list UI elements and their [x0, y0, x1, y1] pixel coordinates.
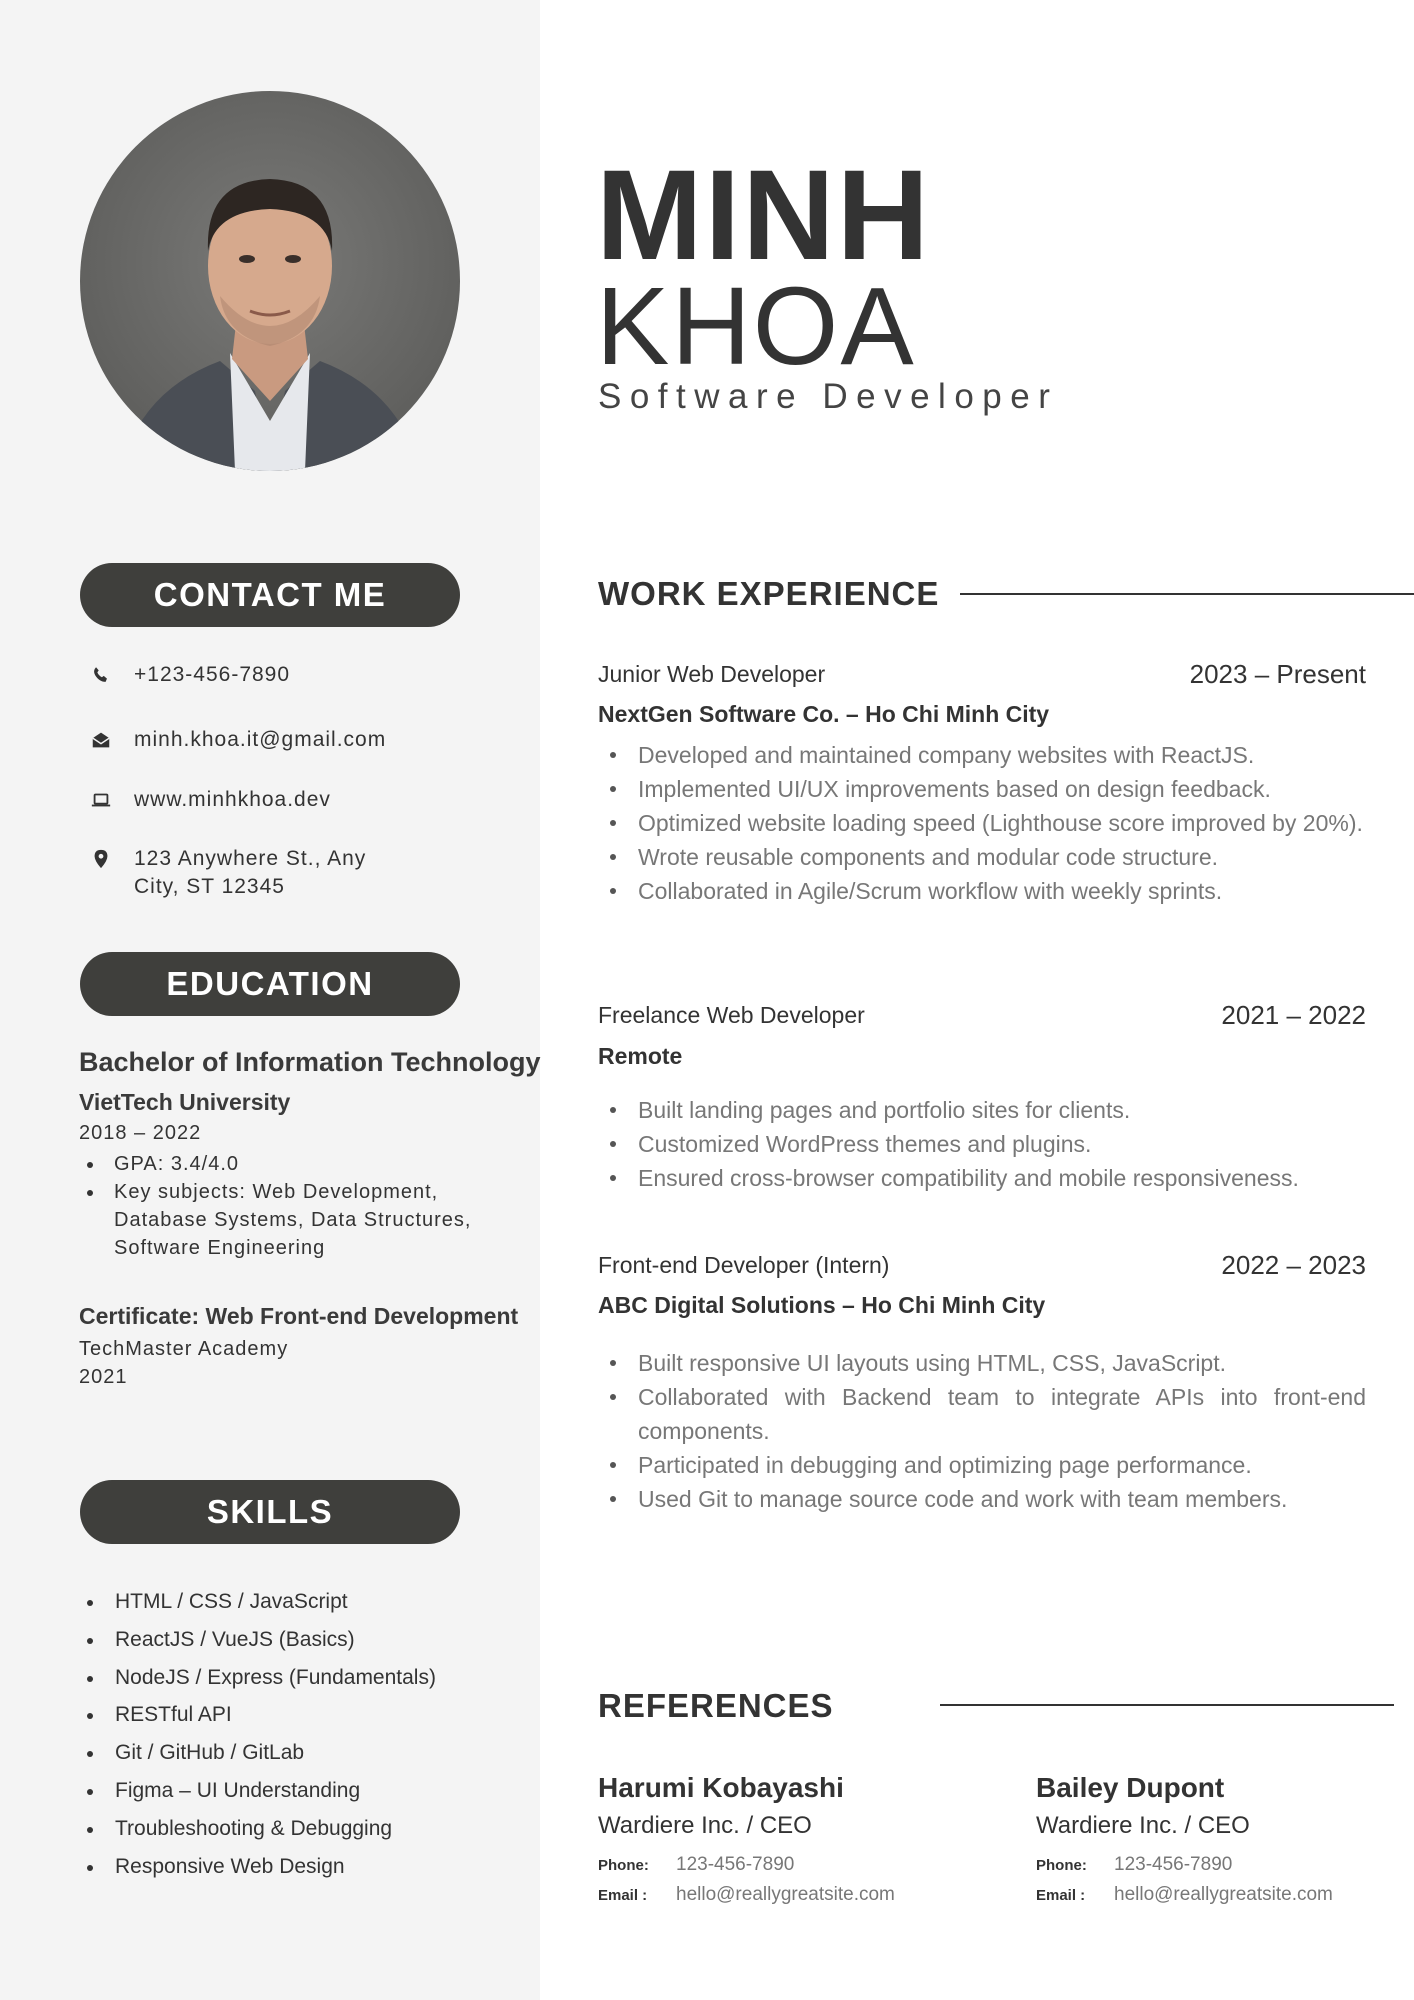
certificate-title: Certificate: Web Front-end Development — [79, 1303, 519, 1329]
references-header: REFERENCES — [598, 1687, 834, 1724]
divider-line — [940, 1704, 1394, 1706]
reference-name: Bailey Dupont — [1036, 1772, 1225, 1803]
phone-label: Phone: — [1036, 1857, 1087, 1874]
job-dates: 2022 – 2023 — [1221, 1250, 1366, 1280]
contact-header: CONTACT ME — [80, 563, 460, 627]
list-item: Built responsive UI layouts using HTML, CSS, JavaScript. — [598, 1346, 1366, 1380]
first-name: MINH — [596, 144, 932, 287]
reference-email: hello@reallygreatsite.com — [676, 1884, 895, 1905]
job-dates: 2021 – 2022 — [1221, 1000, 1366, 1030]
job-role: Front-end Developer (Intern) — [598, 1252, 890, 1278]
certificate-year: 2021 — [79, 1366, 128, 1388]
list-item: Implemented UI/UX improvements based on design feedback. — [598, 772, 1366, 806]
contact-website — [88, 786, 331, 814]
address-text: 123 Anywhere St., Any City, ST 12345 — [134, 847, 367, 898]
education-years: 2018 – 2022 — [79, 1122, 202, 1144]
skills-header: SKILLS — [80, 1480, 460, 1544]
location-pin-icon — [88, 846, 114, 872]
list-item: Developed and maintained company websites with ReactJS. — [598, 738, 1366, 772]
last-name: KHOA — [596, 265, 916, 388]
job-company: NextGen Software Co. – Ho Chi Minh City — [598, 701, 1050, 727]
job-bullets — [598, 738, 1366, 908]
education-school: VietTech University — [79, 1089, 291, 1115]
list-item: Optimized website loading speed (Lighthouse score improved by 20%). — [598, 806, 1366, 840]
skills-list — [79, 1588, 436, 1890]
list-item: Wrote reusable components and modular code structure. — [598, 840, 1366, 874]
reference-email: hello@reallygreatsite.com — [1114, 1884, 1333, 1905]
list-item: Participated in debugging and optimizing page performance. — [598, 1448, 1366, 1482]
reference-org: Wardiere Inc. / CEO — [598, 1812, 812, 1839]
skill-item: ReactJS / VueJS (Basics) — [79, 1626, 436, 1664]
list-item: Ensured cross-browser compatibility and mobile responsiveness. — [598, 1161, 1366, 1195]
skill-item: NodeJS / Express (Fundamentals) — [79, 1664, 436, 1702]
reference-card — [1036, 1772, 1414, 1906]
job-company: ABC Digital Solutions – Ho Chi Minh City — [598, 1292, 1046, 1318]
reference-org: Wardiere Inc. / CEO — [1036, 1812, 1250, 1839]
work-experience-header: WORK EXPERIENCE — [598, 575, 940, 612]
divider-line — [960, 593, 1414, 595]
list-item: Used Git to manage source code and work with team members. — [598, 1482, 1366, 1516]
education-details — [79, 1150, 499, 1262]
list-item: Collaborated in Agile/Scrum workflow with weekly sprints. — [598, 874, 1366, 908]
email-label: Email : — [598, 1887, 648, 1904]
profile-portrait-illustration — [80, 91, 460, 471]
job-role: Freelance Web Developer — [598, 1002, 865, 1028]
reference-phone: 123-456-7890 — [676, 1854, 795, 1875]
job-bullets — [598, 1093, 1366, 1195]
reference-card — [598, 1772, 998, 1906]
profile-photo — [80, 91, 460, 471]
skill-item: Troubleshooting & Debugging — [79, 1815, 436, 1853]
job-dates: 2023 – Present — [1189, 659, 1366, 689]
list-item: Key subjects: Web Development, Database Systems, Data Structures, Software Engineering — [79, 1178, 499, 1262]
skill-item: Figma – UI Understanding — [79, 1777, 436, 1815]
education-header: EDUCATION — [80, 952, 460, 1016]
contact-email — [88, 726, 386, 754]
envelope-icon — [88, 727, 114, 753]
education-degree: Bachelor of Information Technology — [79, 1047, 541, 1077]
email-text: minh.khoa.it@gmail.com — [134, 728, 387, 751]
phone-label: Phone: — [598, 1857, 649, 1874]
phone-icon — [88, 662, 114, 688]
job-title: Software Developer — [598, 377, 1059, 416]
job-company: Remote — [598, 1043, 683, 1069]
skill-item: Git / GitHub / GitLab — [79, 1739, 436, 1777]
skill-item: Responsive Web Design — [79, 1853, 436, 1891]
skill-item: RESTful API — [79, 1701, 436, 1739]
job-bullets — [598, 1346, 1366, 1516]
list-item: GPA: 3.4/4.0 — [79, 1150, 499, 1178]
phone-text: +123-456-7890 — [134, 663, 291, 686]
certificate-org: TechMaster Academy — [79, 1338, 289, 1360]
job-role: Junior Web Developer — [598, 661, 826, 687]
laptop-icon — [88, 787, 114, 813]
list-item: Collaborated with Backend team to integrate APIs into front-end components. — [598, 1380, 1366, 1448]
reference-phone: 123-456-7890 — [1114, 1854, 1233, 1875]
list-item: Built landing pages and portfolio sites for clients. — [598, 1093, 1366, 1127]
skill-item: HTML / CSS / JavaScript — [79, 1588, 436, 1626]
reference-name: Harumi Kobayashi — [598, 1772, 844, 1803]
list-item: Customized WordPress themes and plugins. — [598, 1127, 1366, 1161]
website-text: www.minhkhoa.dev — [134, 788, 331, 811]
contact-phone — [88, 661, 290, 689]
email-label: Email : — [1036, 1887, 1086, 1904]
contact-address — [88, 845, 394, 901]
